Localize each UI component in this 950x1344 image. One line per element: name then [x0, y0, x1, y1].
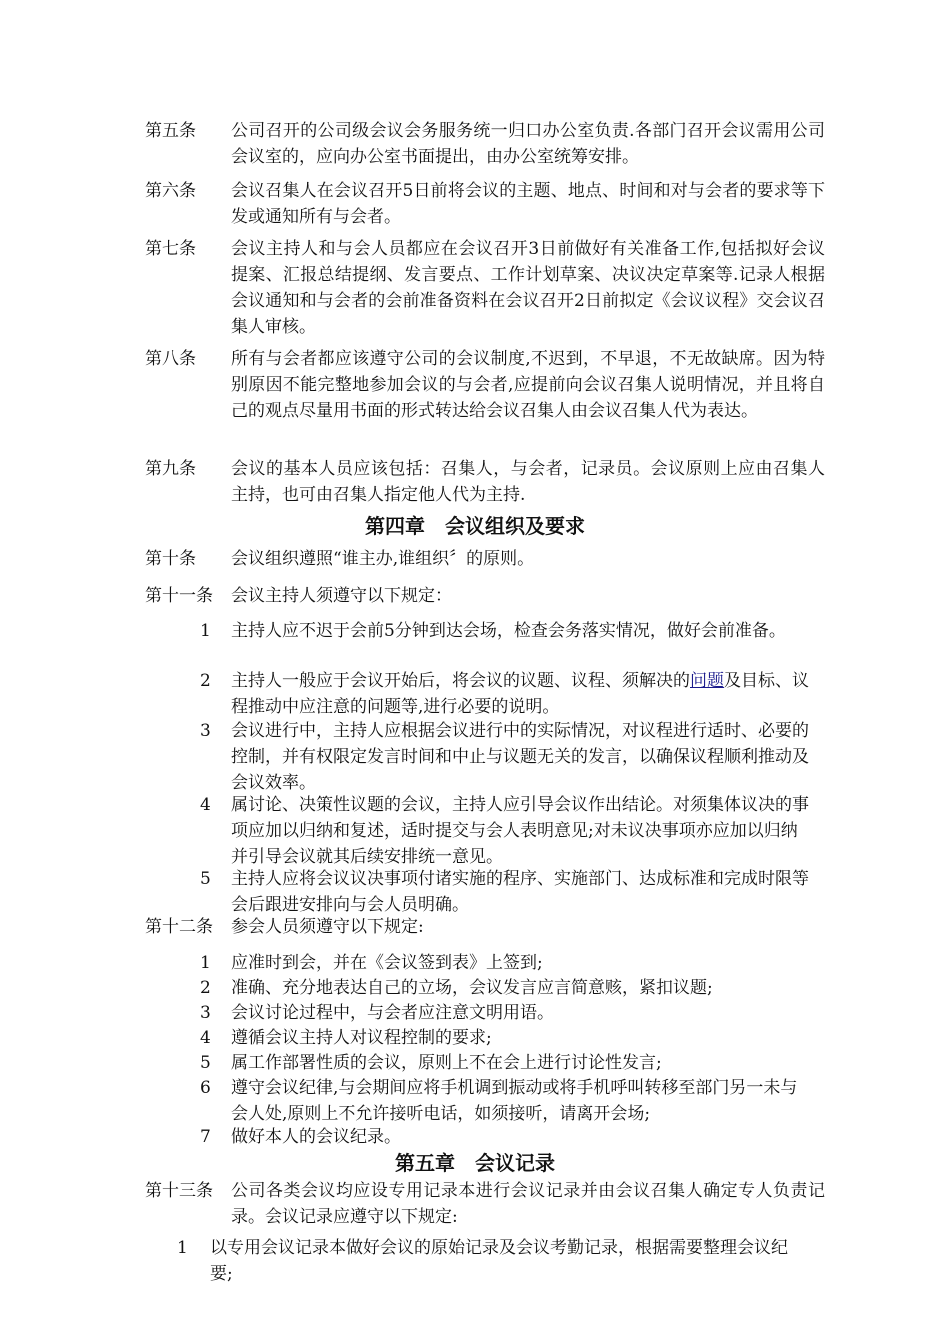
list-item	[200, 866, 810, 918]
article-text: 会议主持人须遵守以下规定：	[231, 586, 452, 606]
article-label: 第五条	[145, 121, 196, 141]
item-number: 1	[200, 621, 211, 641]
item-text-part: 及目标、议程推动中应注意的问题等,进行必要的说明。	[231, 671, 809, 717]
item-text: 主持人应将会议议决事项付诸实施的程序、实施部门、达成标准和完成时限等会后跟进安排向与会人员明确。	[231, 869, 809, 915]
item-text: 遵循会议主持人对议程控制的要求;	[231, 1028, 492, 1048]
list-item	[200, 950, 810, 976]
item-number: 6	[200, 1078, 211, 1098]
item-text: 会议讨论过程中，与会者应注意文明用语。	[231, 1003, 554, 1023]
list-item	[200, 792, 810, 870]
article-label: 第十条	[145, 549, 196, 569]
list-item	[200, 1000, 810, 1026]
article-5	[145, 118, 825, 170]
item-number: 5	[200, 869, 211, 889]
issue-link[interactable]: 问题	[690, 671, 724, 691]
item-number: 2	[200, 978, 211, 998]
item-number: 1	[177, 1238, 188, 1258]
article-label: 第九条	[145, 459, 196, 479]
item-number: 1	[200, 953, 211, 973]
article-text: 所有与会者都应该遵守公司的会议制度,不迟到，不早退，不无故缺席。因为特别原因不能完整地参加会议的与会者,应提前向会议召集人说明情况，并且将自己的观点尽量用书面的形式转达给会议召集人由会议召集人代为表达。	[231, 349, 825, 421]
item-text-part: 主持人一般应于会议开始后，将会议的议题、议程、须解决的	[231, 671, 690, 691]
article-12	[145, 914, 825, 940]
item-text	[231, 668, 810, 720]
article-label: 第十二条	[145, 917, 213, 937]
item-text: 准确、充分地表达自己的立场，会议发言应言简意赅，紧扣议题;	[231, 978, 713, 998]
item-text: 遵守会议纪律,与会期间应将手机调到振动或将手机呼叫转移至部门另一未与会人处,原则上不允许接听电话，如须接听，请离开会场;	[231, 1078, 798, 1124]
article-text: 会议召集人在会议召开5日前将会议的主题、地点、时间和对与会者的要求等下发或通知所有与会者。	[231, 181, 825, 227]
item-text: 属工作部署性质的会议，原则上不在会上进行讨论性发言;	[231, 1053, 662, 1073]
item-number: 3	[200, 1003, 211, 1023]
article-7	[145, 236, 825, 340]
item-text: 会议进行中，主持人应根据会议进行中的实际情况，对议程进行适时、必要的控制，并有权限定发言时间和中止与议题无关的发言，以确保议程顺利推动及会议效率。	[231, 721, 809, 793]
chapter-4-heading	[0, 512, 950, 540]
chapter-number: 第五章	[395, 1151, 455, 1175]
list-item	[200, 718, 810, 796]
article-label: 第六条	[145, 181, 196, 201]
item-number: 5	[200, 1053, 211, 1073]
item-text: 做好本人的会议纪录。	[231, 1127, 401, 1147]
article-11	[145, 583, 825, 609]
item-number: 4	[200, 1028, 211, 1048]
item-number: 3	[200, 721, 211, 741]
item-text: 主持人应不迟于会前5分钟到达会场，检查会务落实情况，做好会前准备。	[231, 621, 786, 641]
article-text: 参会人员须遵守以下规定:	[231, 917, 424, 937]
item-number: 7	[200, 1127, 211, 1147]
article-9	[145, 456, 825, 508]
article-text: 会议组织遵照“谁主办,谁组织〞的原则。	[231, 549, 535, 569]
item-text: 应准时到会，并在《会议签到表》上签到;	[231, 953, 543, 973]
item-number: 2	[200, 671, 211, 691]
article-text: 会议的基本人员应该包括：召集人，与会者，记录员。会议原则上应由召集人主持，也可由召集人指定他人代为主持.	[231, 459, 825, 505]
article-label: 第十一条	[145, 586, 213, 606]
list-item	[200, 1025, 810, 1051]
article-label: 第八条	[145, 349, 196, 369]
article-8	[145, 346, 825, 424]
article-text: 公司各类会议均应设专用记录本进行会议记录并由会议召集人确定专人负责记录。会议记录应遵守以下规定:	[231, 1181, 825, 1227]
article-label: 第七条	[145, 239, 196, 259]
list-item	[200, 1050, 810, 1076]
list-item	[200, 1124, 810, 1150]
list-item	[200, 1075, 810, 1127]
article-label: 第十三条	[145, 1181, 213, 1201]
list-item	[200, 975, 810, 1001]
list-item	[200, 618, 810, 644]
chapter-title: 会议记录	[475, 1151, 555, 1175]
chapter-title: 会议组织及要求	[445, 514, 585, 538]
item-text: 以专用会议记录本做好会议的原始记录及会议考勤记录，根据需要整理会议纪要;	[210, 1238, 788, 1284]
list-item	[177, 1235, 810, 1287]
chapter-number: 第四章	[365, 514, 425, 538]
article-text: 会议主持人和与会人员都应在会议召开3日前做好有关准备工作,包括拟好会议提案、汇报总结提纲、发言要点、工作计划草案、决议决定草案等.记录人根据会议通知和与会者的会前准备资料在会议召开2日前拟定《会议议程》交会议召集人审核。	[231, 239, 825, 337]
article-10	[145, 546, 825, 572]
article-text: 公司召开的公司级会议会务服务统一归口办公室负责.各部门召开会议需用公司会议室的，应向办公室书面提出，由办公室统筹安排。	[231, 121, 825, 167]
article-6	[145, 178, 825, 230]
item-number: 4	[200, 795, 211, 815]
article-13	[145, 1178, 825, 1230]
chapter-5-heading	[0, 1149, 950, 1177]
list-item	[200, 668, 810, 720]
item-text: 属讨论、决策性议题的会议，主持人应引导会议作出结论。对须集体议决的事项应加以归纳和复述，适时提交与会人表明意见;对未议决事项亦应加以归纳并引导会议就其后续安排统一意见。	[231, 795, 809, 867]
